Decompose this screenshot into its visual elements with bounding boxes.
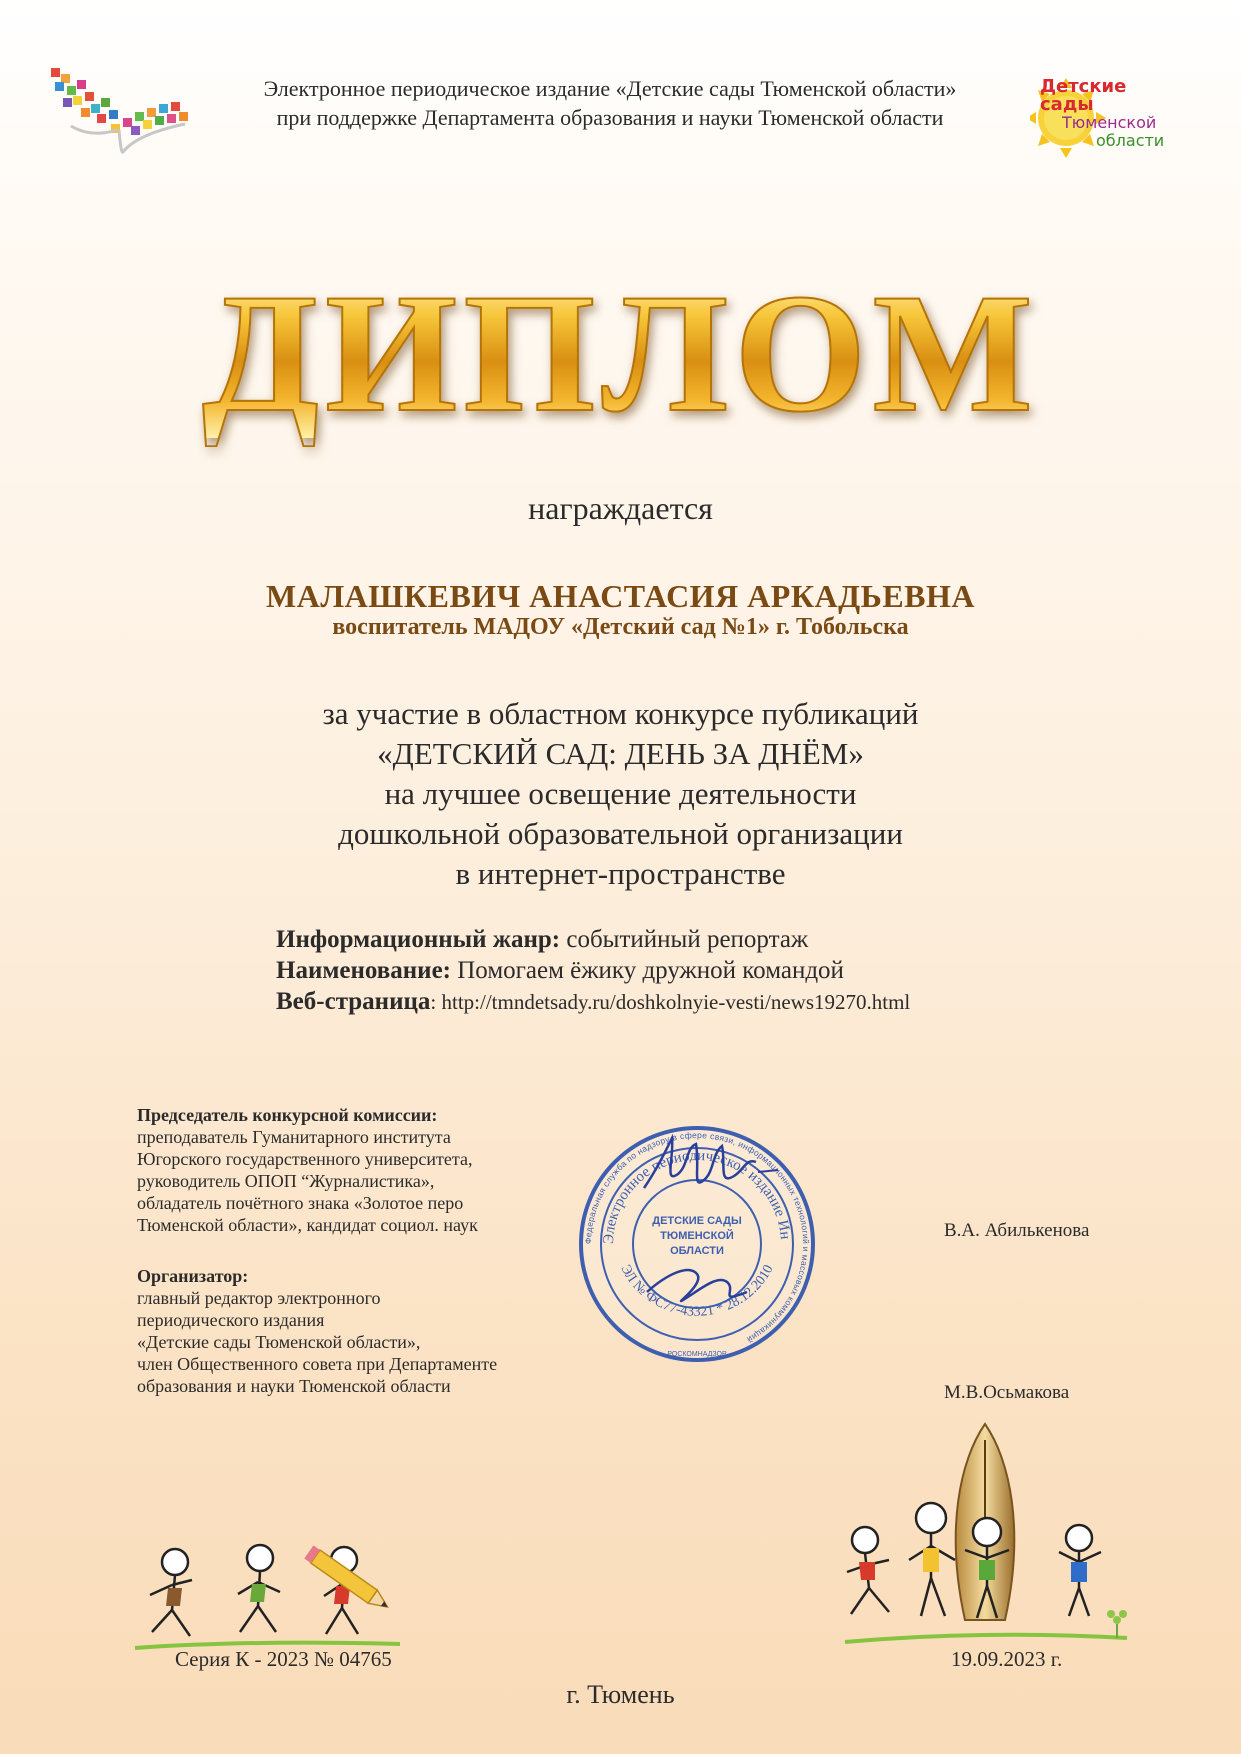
genre-label: Информационный жанр: [276, 926, 561, 953]
diploma-city: г. Тюмень [566, 1680, 675, 1709]
stamp-center-line-2: ТЮМЕНСКОЙ [660, 1230, 734, 1242]
chair-signer-name: В.А. Абилькенова [944, 1220, 1090, 1241]
awarded-label: награждается [528, 490, 713, 526]
kids-illustration-left [130, 1540, 410, 1655]
title-value: Помогаем ёжику дружной командой [451, 957, 844, 984]
flower-icon [1107, 1610, 1127, 1638]
chair-line: Тюменской области», кандидат социол. наук [137, 1215, 478, 1235]
award-reason [0, 694, 1241, 894]
publication-details [276, 924, 1176, 1018]
stamp-ring-outer: Федеральная служба по надзору в сфере связи, информационных технологий и массовых коммуникаций [582, 1129, 812, 1345]
chair-line: обладатель почётного знака «Золотое перо [137, 1193, 464, 1213]
title-row [276, 955, 1176, 986]
genre-value: событийный репортаж [560, 926, 809, 953]
kids-illustration-right [835, 1420, 1135, 1650]
header-publisher-text [200, 74, 1020, 132]
kindergartens-logo-text [1040, 78, 1175, 150]
organizer-line: главный редактор электронного [137, 1288, 381, 1308]
stamp-ring-inner: Электронное периодическое издание Ин [600, 1147, 793, 1245]
chair-label: Председатель конкурсной комиссии: [137, 1105, 438, 1125]
diploma-date: 19.09.2023 г. [951, 1647, 1063, 1671]
organizer-block [137, 1265, 597, 1397]
logo-text-line-3: области [1096, 131, 1165, 150]
title-label: Наименование: [276, 957, 451, 984]
diploma-title: ДИПЛОМ [0, 268, 1241, 438]
diploma-series-number: Серия К - 2023 № 04765 [175, 1647, 392, 1671]
recipient-name: МАЛАШКЕВИЧ АНАСТАСИЯ АРКАДЬЕВНА [266, 578, 975, 614]
logo-text-line-1: Детские сады [1040, 76, 1127, 115]
commission-chair-block [137, 1104, 597, 1236]
reason-line-5: в интернет-пространстве [455, 856, 786, 891]
organizer-line: образования и науки Тюменской области [137, 1376, 451, 1396]
chair-line: преподаватель Гуманитарного института [137, 1127, 451, 1147]
reason-line-2: «ДЕТСКИЙ САД: ДЕНЬ ЗА ДНЁМ» [377, 736, 864, 771]
web-url[interactable]: : http://tmndetsady.ru/doshkolnyie-vesti/news19270.html [430, 990, 911, 1014]
organizer-line: периодического издания [137, 1310, 325, 1330]
web-row [276, 986, 1176, 1018]
reason-line-1: за участие в областном конкурсе публикаций [322, 696, 919, 731]
genre-row [276, 924, 1176, 955]
logo-text-line-2: Тюменской [1062, 113, 1157, 132]
header-line-2: при поддержке Департамента образования и науки Тюменской области [276, 105, 944, 130]
organizer-signer-name: М.В.Осьмакова [944, 1382, 1070, 1403]
organizer-line: «Детские сады Тюменской области», [137, 1332, 421, 1352]
chair-line: руководитель ОПОП “Журналистика», [137, 1171, 435, 1191]
reason-line-4: дошкольной образовательной организации [338, 816, 903, 851]
stamp-ring-footer: РОСКОМНАДЗОР [667, 1351, 727, 1358]
chair-signature [638, 1128, 783, 1208]
stamp-center-line-1: ДЕТСКИЕ САДЫ [652, 1215, 742, 1227]
organizer-line: член Общественного совета при Департаменте [137, 1354, 498, 1374]
kindergartens-logo [1030, 72, 1175, 162]
chair-line: Югорского государственного университета, [137, 1149, 473, 1169]
reason-line-3: на лучшее освещение деятельности [384, 776, 857, 811]
recipient-position: воспитатель МАДОУ «Детский сад №1» г. Тобольска [332, 614, 909, 640]
organizer-label: Организатор: [137, 1266, 249, 1286]
stamp-ring-bottom: ЭЛ № ФС77-43321 * 28.12.2010 [617, 1262, 777, 1320]
web-label: Веб-страница [276, 988, 431, 1015]
publisher-logo-book [46, 60, 196, 155]
header-line-1: Электронное периодическое издание «Детские сады Тюменской области» [263, 76, 957, 101]
stamp-center-line-3: ОБЛАСТИ [670, 1245, 724, 1257]
